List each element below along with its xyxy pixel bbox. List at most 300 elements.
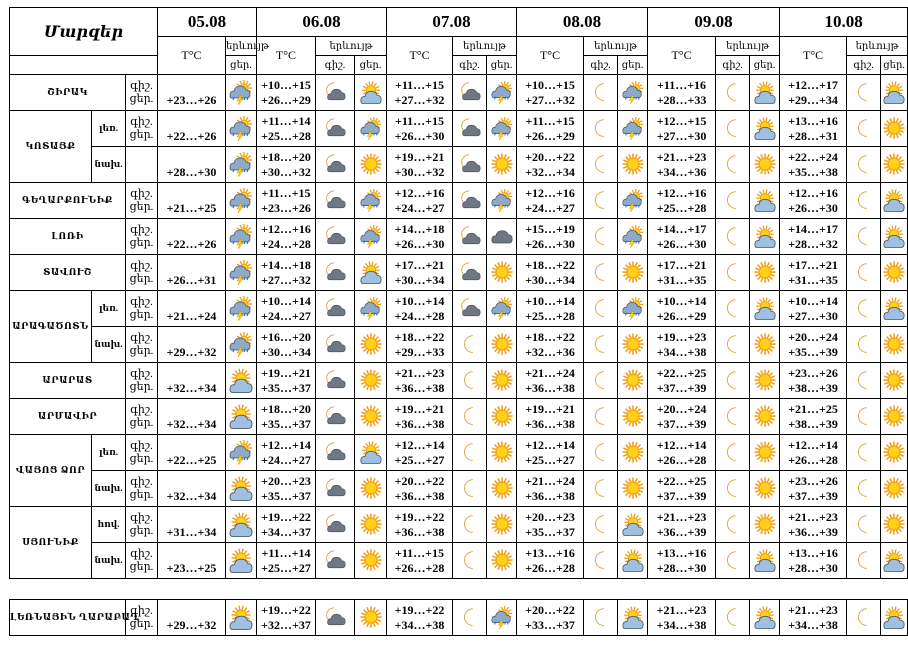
moon-icon xyxy=(716,111,750,147)
day-temp: +32…+37 xyxy=(261,617,311,632)
table-row xyxy=(10,543,908,579)
region-name: ՏԱՎՈՒՇ xyxy=(10,255,126,291)
sun-cloud-icon xyxy=(750,219,780,255)
sun-cloud-icon xyxy=(881,291,908,327)
day-temp: +22…+26 xyxy=(166,128,217,143)
temperature-cell xyxy=(517,111,584,147)
day-temp: +34…+38 xyxy=(394,617,445,632)
day-temp: +36…+38 xyxy=(525,380,575,395)
day-temp: +24…+27 xyxy=(261,452,311,467)
moon-icon xyxy=(716,543,750,579)
day-temp: +38…+39 xyxy=(788,380,838,395)
night-temp: +12…+17 xyxy=(788,77,838,92)
temperature-cell xyxy=(158,363,226,399)
night-label: գիշ. xyxy=(130,547,153,560)
night-temp: +19…+21 xyxy=(394,401,445,416)
subregion-label: լեռ. xyxy=(92,435,126,471)
night-temp: +18…+20 xyxy=(261,401,311,416)
night-temp xyxy=(158,78,225,93)
night-temp: +12…+16 xyxy=(525,185,575,200)
night-temp: +12…+16 xyxy=(788,185,838,200)
moon-icon xyxy=(453,435,487,471)
night-temp: +20…+23 xyxy=(261,473,311,488)
sun-cloud-icon xyxy=(226,600,257,636)
night-temp: +10…+14 xyxy=(261,293,311,308)
moon-cloud-icon xyxy=(316,471,355,507)
sun-icon xyxy=(881,471,908,507)
sun-cloud-icon xyxy=(618,507,648,543)
day-temp: +38…+39 xyxy=(788,416,838,431)
day-temp: +25…+27 xyxy=(525,452,575,467)
day-night-labels xyxy=(126,291,158,327)
moon-icon xyxy=(584,600,618,636)
thunderstorm-icon xyxy=(355,183,387,219)
day-subheader: ցեր. xyxy=(487,56,517,75)
sun-icon xyxy=(750,471,780,507)
night-label: գիշ. xyxy=(130,604,153,617)
day-temp: +30…+34 xyxy=(394,272,445,287)
night-temp: +19…+23 xyxy=(656,329,707,344)
region-name: ԳԵՂԱՐՔՈՒՆԻՔ xyxy=(10,183,126,219)
sun-icon xyxy=(881,111,908,147)
temperature-cell xyxy=(257,399,316,435)
day-subheader: ցեր. xyxy=(881,56,908,75)
day-night-labels xyxy=(126,600,158,636)
day-temp: +32…+34 xyxy=(166,488,217,503)
night-temp: +18…+20 xyxy=(261,149,311,164)
moon-cloud-icon xyxy=(316,111,355,147)
sun-icon xyxy=(487,147,517,183)
night-temp: +12…+14 xyxy=(525,437,575,452)
sun-cloud-icon xyxy=(355,75,387,111)
temperature-cell xyxy=(517,363,584,399)
table-row xyxy=(10,111,908,147)
thunderstorm-icon xyxy=(487,600,517,636)
temperature-cell xyxy=(158,600,226,636)
moon-cloud-icon xyxy=(316,291,355,327)
temperature-cell xyxy=(257,75,316,111)
region-name: ՇԻՐԱԿ xyxy=(10,75,126,111)
temperature-cell xyxy=(158,75,226,111)
temperature-cell xyxy=(257,600,316,636)
day-temp: +30…+34 xyxy=(261,344,311,359)
moon-icon xyxy=(716,471,750,507)
phenomenon-header: երևույթ xyxy=(453,37,517,56)
temperature-cell xyxy=(780,399,847,435)
sun-cloud-icon xyxy=(355,255,387,291)
table-row xyxy=(10,147,908,183)
night-temp: +11…+16 xyxy=(657,77,707,92)
thunderstorm-icon xyxy=(618,111,648,147)
day-temp: +32…+34 xyxy=(525,164,575,179)
date-header: 09.08 xyxy=(648,8,780,37)
date-header: 07.08 xyxy=(387,8,517,37)
sun-cloud-icon xyxy=(226,399,257,435)
night-temp: +16…+20 xyxy=(261,329,311,344)
temp-column-header: T°C xyxy=(780,37,847,75)
temperature-cell xyxy=(158,399,226,435)
sun-cloud-icon xyxy=(226,543,257,579)
table-row xyxy=(10,363,908,399)
table-row xyxy=(10,399,908,435)
sun-icon xyxy=(881,507,908,543)
region-name: ԱՐԱՐԱՏ xyxy=(10,363,126,399)
temperature-cell xyxy=(387,327,453,363)
sun-icon xyxy=(750,147,780,183)
region-name: ԿՈՏԱՅՔ xyxy=(10,111,92,183)
day-temp: +26…+28 xyxy=(656,452,707,467)
moon-icon xyxy=(847,327,881,363)
temperature-cell xyxy=(648,327,716,363)
night-temp: +21…+25 xyxy=(788,401,838,416)
day-temp: +28…+32 xyxy=(788,236,838,251)
marz-header: Մարզեր xyxy=(10,8,158,56)
temperature-cell xyxy=(387,291,453,327)
moon-icon xyxy=(716,219,750,255)
sun-cloud-icon xyxy=(750,75,780,111)
temperature-cell xyxy=(387,471,453,507)
temperature-cell xyxy=(158,507,226,543)
day-temp: +33…+37 xyxy=(525,617,575,632)
day-temp: +32…+34 xyxy=(166,416,217,431)
sun-cloud-icon xyxy=(750,600,780,636)
day-temp: +26…+28 xyxy=(394,560,445,575)
table-row xyxy=(10,600,908,636)
day-label: ցեր. xyxy=(129,200,154,213)
day-temp: +37…+39 xyxy=(788,488,838,503)
sun-icon xyxy=(618,255,648,291)
night-label: գիշ. xyxy=(130,79,153,92)
day-night-labels xyxy=(126,399,158,435)
day-temp: +27…+30 xyxy=(788,308,838,323)
thunderstorm-icon xyxy=(487,75,517,111)
day-temp: +23…+26 xyxy=(261,200,311,215)
moon-icon xyxy=(453,399,487,435)
moon-icon xyxy=(453,471,487,507)
night-temp xyxy=(158,150,225,165)
sun-cloud-icon xyxy=(881,543,908,579)
night-label: գիշ. xyxy=(130,475,153,488)
sun-cloud-icon xyxy=(750,291,780,327)
cloud-icon xyxy=(487,219,517,255)
night-temp: +12…+16 xyxy=(394,185,445,200)
thunderstorm-icon xyxy=(226,219,257,255)
sun-icon xyxy=(487,543,517,579)
region-name: ԼԵՌՆԱՅԻՆ ՂԱՐԱԲԱՂ xyxy=(10,600,126,636)
day-temp: +25…+28 xyxy=(525,308,575,323)
temperature-cell xyxy=(158,543,226,579)
sun-icon xyxy=(487,471,517,507)
night-label: գիշ. xyxy=(130,331,153,344)
sun-icon xyxy=(881,435,908,471)
day-temp: +21…+24 xyxy=(166,308,217,323)
night-temp: +21…+23 xyxy=(656,509,707,524)
temperature-cell xyxy=(158,435,226,471)
moon-icon xyxy=(584,111,618,147)
sun-cloud-icon xyxy=(750,543,780,579)
night-temp: +18…+22 xyxy=(394,329,445,344)
moon-cloud-icon xyxy=(453,111,487,147)
day-temp: +25…+28 xyxy=(656,200,707,215)
thunderstorm-icon xyxy=(226,291,257,327)
thunderstorm-icon xyxy=(226,111,257,147)
day-temp: +26…+29 xyxy=(525,128,575,143)
day-subheader: ցեր. xyxy=(618,56,648,75)
night-temp: +21…+23 xyxy=(788,509,838,524)
day-temp: +34…+38 xyxy=(656,344,707,359)
temperature-cell xyxy=(648,255,716,291)
night-temp: +17…+21 xyxy=(394,257,445,272)
moon-icon xyxy=(716,255,750,291)
temperature-cell xyxy=(780,75,847,111)
night-temp: +19…+21 xyxy=(261,365,311,380)
night-temp xyxy=(158,546,225,561)
night-temp xyxy=(158,186,225,201)
day-temp: +36…+38 xyxy=(394,416,445,431)
night-temp: +12…+14 xyxy=(261,437,311,452)
day-temp: +28…+31 xyxy=(788,128,838,143)
moon-icon xyxy=(584,435,618,471)
moon-icon xyxy=(847,399,881,435)
night-temp: +12…+15 xyxy=(656,113,707,128)
temperature-cell xyxy=(780,600,847,636)
night-temp: +22…+25 xyxy=(656,365,707,380)
night-temp: +11…+15 xyxy=(525,113,575,128)
day-night-labels xyxy=(126,507,158,543)
temperature-cell xyxy=(158,147,226,183)
night-subheader: գիշ. xyxy=(316,56,355,75)
temp-column-header: T°C xyxy=(517,37,584,75)
moon-cloud-icon xyxy=(316,255,355,291)
region-name: ՍՅՈՒՆԻՔ xyxy=(10,507,92,579)
temperature-cell xyxy=(387,600,453,636)
night-temp xyxy=(158,438,225,453)
sun-icon xyxy=(487,435,517,471)
sun-cloud-icon xyxy=(618,600,648,636)
day-temp: +29…+33 xyxy=(394,344,445,359)
night-temp: +19…+22 xyxy=(261,509,311,524)
night-temp: +19…+22 xyxy=(394,509,445,524)
day-night-labels xyxy=(126,471,158,507)
night-temp: +22…+24 xyxy=(788,149,838,164)
moon-icon xyxy=(847,75,881,111)
temperature-cell xyxy=(517,543,584,579)
sun-icon xyxy=(618,471,648,507)
day-night-labels xyxy=(126,543,158,579)
day-label: ցեր. xyxy=(129,128,154,141)
header-spacer xyxy=(10,56,158,75)
sun-cloud-icon xyxy=(881,219,908,255)
sun-cloud-icon xyxy=(881,75,908,111)
day-temp: +36…+39 xyxy=(656,524,707,539)
karabakh-table xyxy=(9,599,908,636)
moon-cloud-icon xyxy=(316,543,355,579)
day-label: ցեր. xyxy=(129,308,154,321)
night-temp: +15…+19 xyxy=(525,221,575,236)
moon-icon xyxy=(453,327,487,363)
moon-icon xyxy=(847,471,881,507)
day-temp: +28…+30 xyxy=(788,560,838,575)
moon-icon xyxy=(716,75,750,111)
sun-icon xyxy=(487,507,517,543)
night-temp: +14…+17 xyxy=(656,221,707,236)
temperature-cell xyxy=(648,399,716,435)
temperature-cell xyxy=(780,255,847,291)
date-header: 08.08 xyxy=(517,8,648,37)
night-temp xyxy=(158,603,225,618)
night-temp: +21…+23 xyxy=(656,602,707,617)
night-temp: +19…+21 xyxy=(525,401,575,416)
night-subheader: գիշ. xyxy=(584,56,618,75)
temperature-cell xyxy=(517,507,584,543)
day-temp: +25…+28 xyxy=(261,128,311,143)
day-temp: +23…+26 xyxy=(166,92,217,107)
temperature-cell xyxy=(257,471,316,507)
moon-icon xyxy=(847,183,881,219)
table-row xyxy=(10,183,908,219)
temp-column-header: T°C xyxy=(257,37,316,75)
temperature-cell xyxy=(387,543,453,579)
day-temp: +28…+30 xyxy=(656,560,707,575)
night-temp: +19…+22 xyxy=(261,602,311,617)
day-label: ցեր. xyxy=(129,488,154,501)
date-header: 10.08 xyxy=(780,8,908,37)
night-temp: +10…+14 xyxy=(788,293,838,308)
day-night-labels xyxy=(126,147,158,183)
temperature-cell xyxy=(158,291,226,327)
day-temp: +27…+30 xyxy=(656,128,707,143)
night-temp xyxy=(158,474,225,489)
region-name: ՎԱՅՈՑ ՁՈՐ xyxy=(10,435,92,507)
sun-icon xyxy=(618,327,648,363)
night-temp: +19…+21 xyxy=(394,149,445,164)
temperature-cell xyxy=(517,291,584,327)
sun-icon xyxy=(487,255,517,291)
moon-icon xyxy=(847,363,881,399)
sun-icon xyxy=(750,255,780,291)
day-temp: +29…+32 xyxy=(166,344,217,359)
sun-icon xyxy=(355,600,387,636)
day-temp: +34…+38 xyxy=(656,617,707,632)
day-temp: +35…+39 xyxy=(788,344,838,359)
subregion-label: հով. xyxy=(92,507,126,543)
temperature-cell xyxy=(780,471,847,507)
day-temp: +26…+28 xyxy=(788,452,838,467)
moon-cloud-icon xyxy=(453,219,487,255)
night-temp: +14…+18 xyxy=(261,257,311,272)
day-temp: +35…+38 xyxy=(788,164,838,179)
temperature-cell xyxy=(158,183,226,219)
sun-icon xyxy=(355,363,387,399)
table-row xyxy=(10,471,908,507)
night-temp xyxy=(158,258,225,273)
sun-icon xyxy=(487,327,517,363)
temperature-cell xyxy=(780,111,847,147)
sun-icon xyxy=(750,435,780,471)
night-temp: +10…+14 xyxy=(394,293,445,308)
day-subheader: ցեր. xyxy=(355,56,387,75)
day-label: ցեր. xyxy=(129,524,154,537)
day-temp: +27…+32 xyxy=(525,92,575,107)
date-header: 06.08 xyxy=(257,8,387,37)
thunderstorm-icon xyxy=(618,183,648,219)
night-temp: +11…+15 xyxy=(395,545,445,560)
night-temp: +11…+15 xyxy=(395,77,445,92)
temp-column-header: T°C xyxy=(387,37,453,75)
sun-cloud-icon xyxy=(881,600,908,636)
subregion-label: նախ. xyxy=(92,147,126,183)
thunderstorm-icon xyxy=(355,219,387,255)
sun-cloud-icon xyxy=(355,435,387,471)
moon-cloud-icon xyxy=(453,147,487,183)
moon-icon xyxy=(716,147,750,183)
temperature-cell xyxy=(387,507,453,543)
night-temp: +10…+14 xyxy=(656,293,707,308)
temperature-cell xyxy=(257,147,316,183)
temperature-cell xyxy=(780,219,847,255)
night-temp: +18…+22 xyxy=(525,329,575,344)
sun-icon xyxy=(881,327,908,363)
temperature-cell xyxy=(648,471,716,507)
moon-icon xyxy=(584,219,618,255)
temperature-cell xyxy=(257,327,316,363)
temperature-cell xyxy=(648,435,716,471)
moon-icon xyxy=(453,507,487,543)
moon-cloud-icon xyxy=(316,183,355,219)
day-temp: +24…+27 xyxy=(525,200,575,215)
thunderstorm-icon xyxy=(487,183,517,219)
night-label: գիշ. xyxy=(130,403,153,416)
sun-icon xyxy=(750,327,780,363)
day-temp: +36…+38 xyxy=(394,380,445,395)
sun-cloud-icon xyxy=(750,183,780,219)
day-temp: +35…+37 xyxy=(261,380,311,395)
day-temp: +25…+27 xyxy=(261,560,311,575)
moon-icon xyxy=(847,543,881,579)
temperature-cell xyxy=(158,327,226,363)
sun-cloud-icon xyxy=(226,363,257,399)
moon-icon xyxy=(584,255,618,291)
night-temp: +14…+18 xyxy=(394,221,445,236)
night-temp: +23…+26 xyxy=(788,473,838,488)
temperature-cell xyxy=(648,75,716,111)
moon-cloud-icon xyxy=(316,219,355,255)
table-row xyxy=(10,75,908,111)
day-temp: +36…+38 xyxy=(394,488,445,503)
temperature-cell xyxy=(648,600,716,636)
moon-icon xyxy=(847,291,881,327)
temperature-cell xyxy=(648,147,716,183)
moon-icon xyxy=(584,507,618,543)
table-row xyxy=(10,327,908,363)
moon-cloud-icon xyxy=(453,291,487,327)
day-temp: +26…+29 xyxy=(261,92,311,107)
night-subheader: գիշ. xyxy=(453,56,487,75)
phenomenon-header: երևույթ xyxy=(847,37,908,56)
night-temp xyxy=(158,294,225,309)
sun-icon xyxy=(487,363,517,399)
sun-icon xyxy=(355,147,387,183)
moon-icon xyxy=(584,471,618,507)
subregion-label: նախ. xyxy=(92,543,126,579)
temperature-cell xyxy=(387,75,453,111)
day-temp: +24…+28 xyxy=(261,236,311,251)
night-temp: +12…+16 xyxy=(261,221,311,236)
day-night-labels xyxy=(126,111,158,147)
moon-cloud-icon xyxy=(316,147,355,183)
night-temp xyxy=(158,114,225,129)
temperature-cell xyxy=(517,399,584,435)
